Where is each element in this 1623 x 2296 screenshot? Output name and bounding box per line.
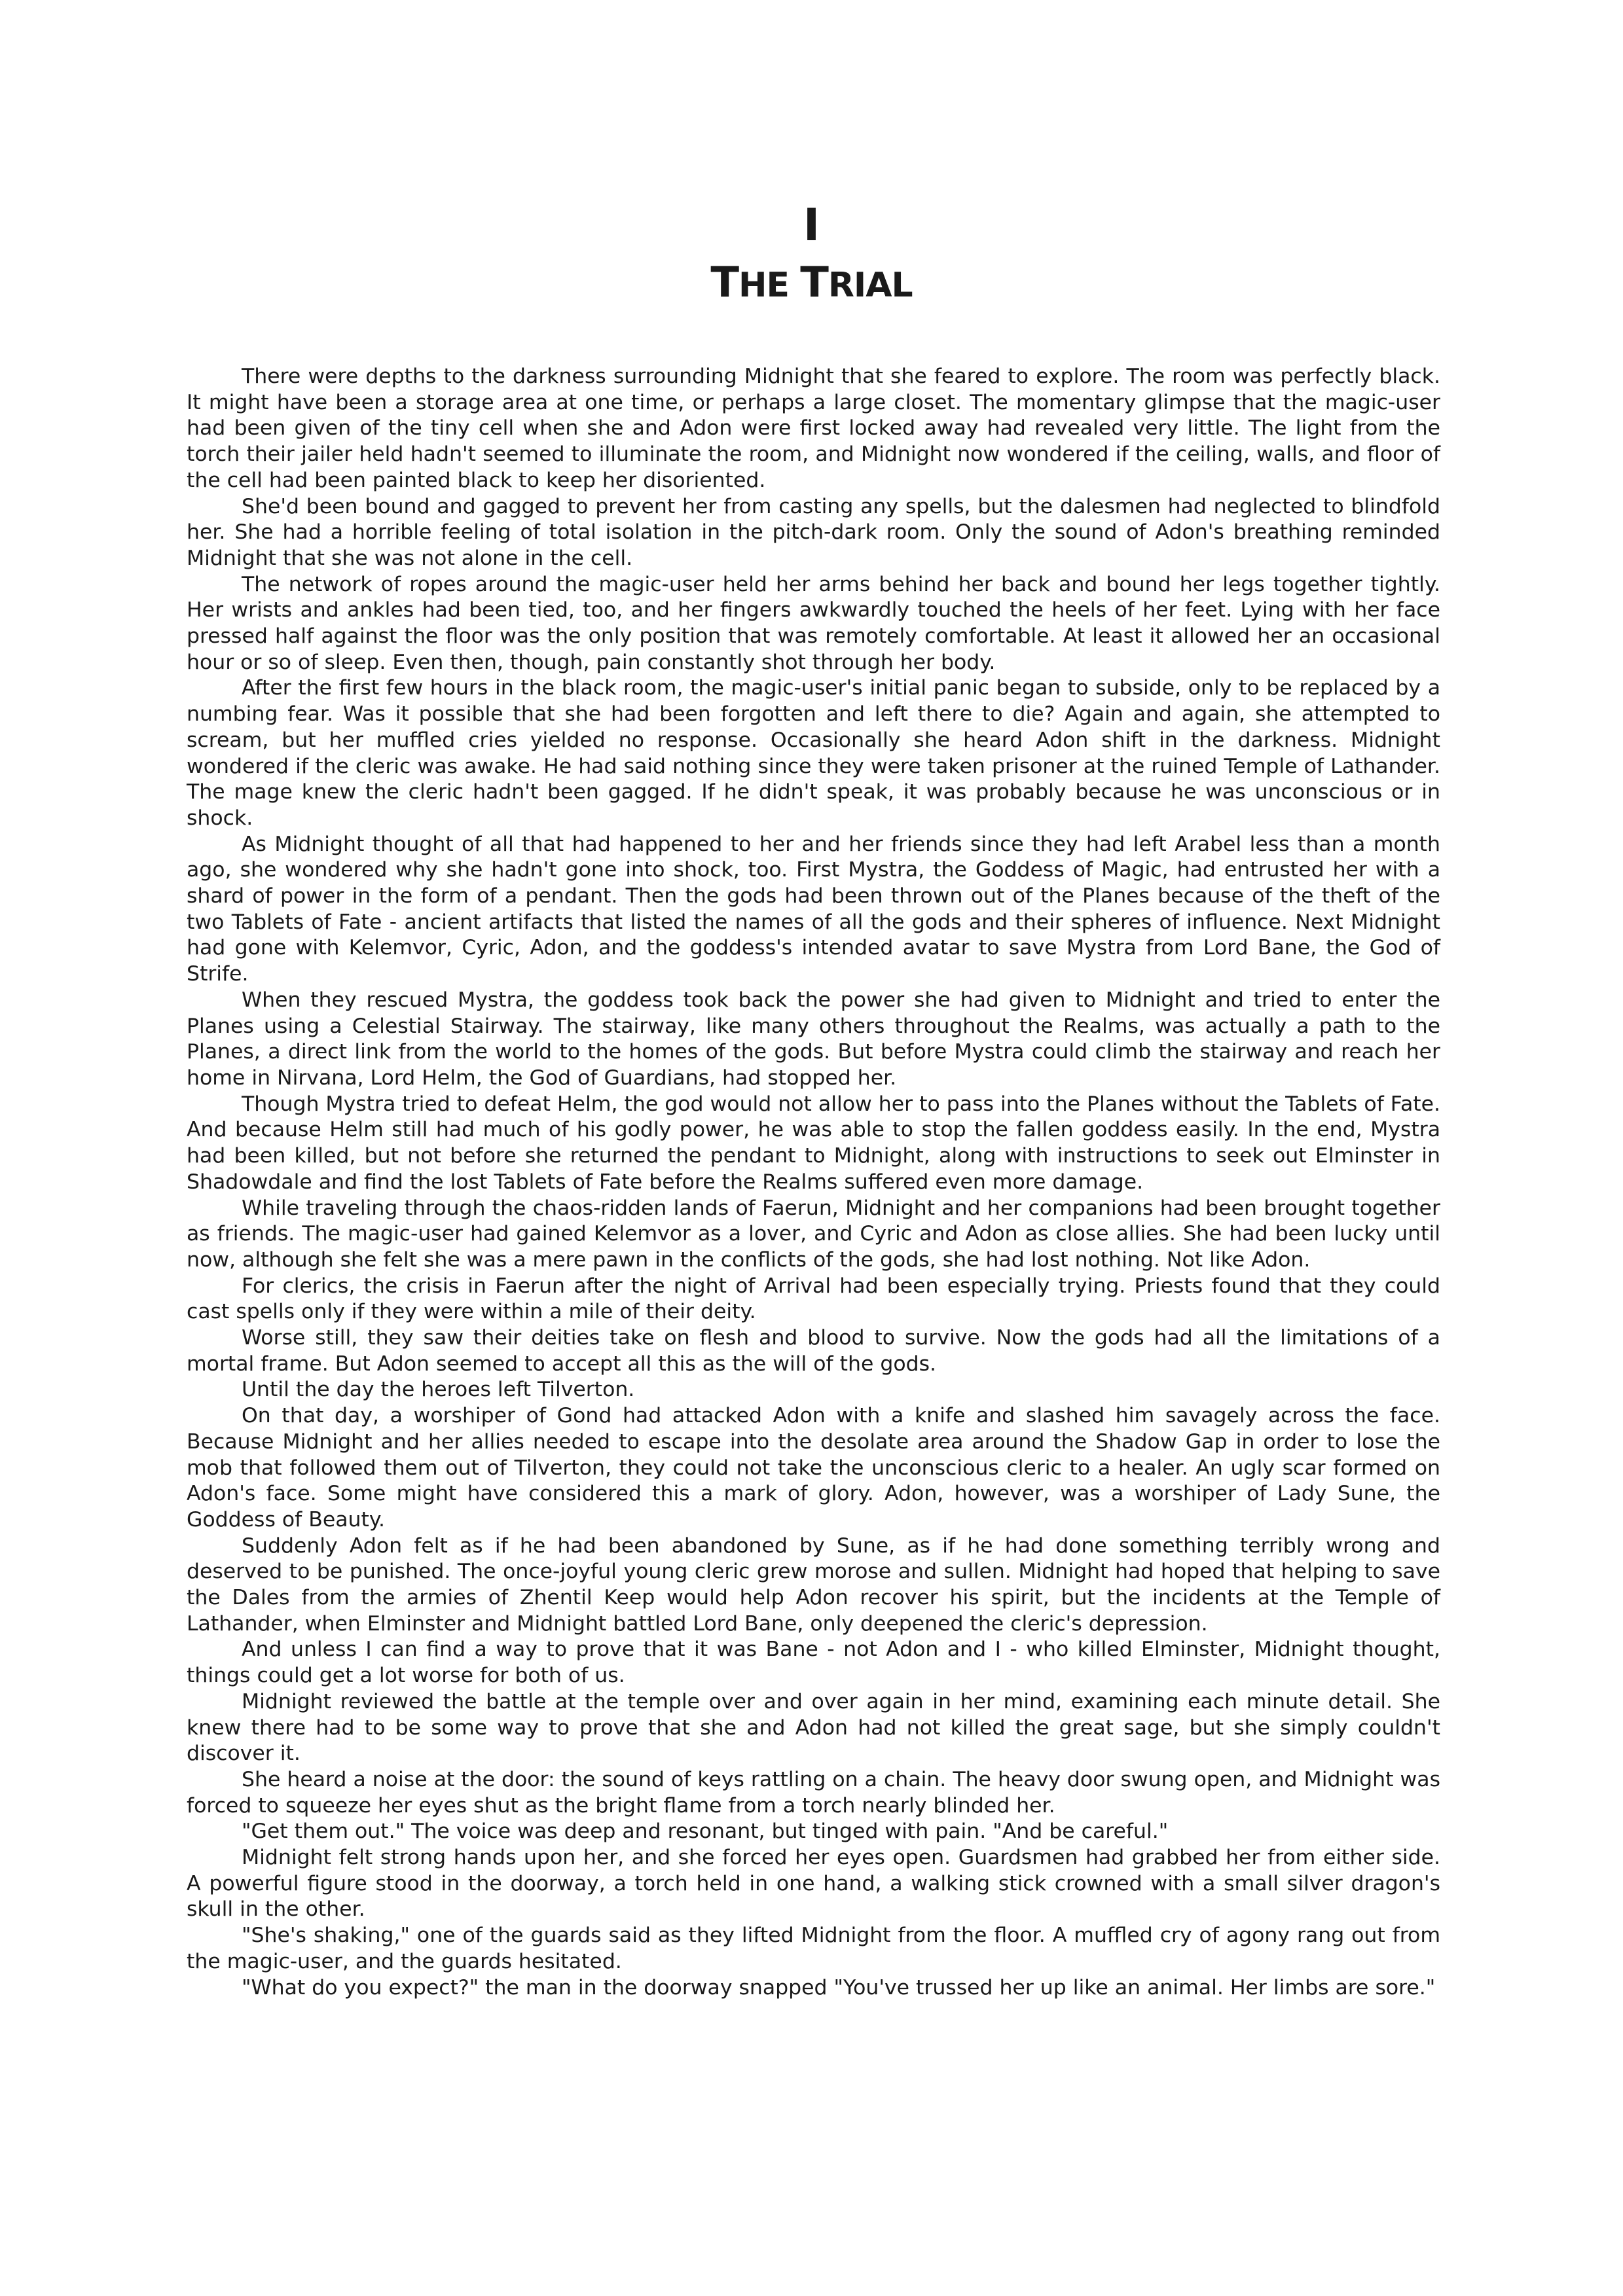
paragraph: Though Mystra tried to defeat Helm, the god would not allow her to pass into the Planes without the Tablets of Fate. And because Helm still had much of his godly power, he was able to stop the fallen goddess easily. In the end, Mystra had been killed, but not before she returned the pendant to Midnight, along with instructions to seek out Elminster in Shadowdale and find the lost Tablets of Fate before the Realms suffered even more damage.	[187, 1092, 1440, 1194]
paragraph: She heard a noise at the door: the sound of keys rattling on a chain. The heavy door swung open, and Midnight was forced to squeeze her eyes shut as the bright flame from a torch nearly blinded her.	[187, 1767, 1440, 1818]
body-text	[187, 364, 1440, 2001]
paragraph: She'd been bound and gagged to prevent her from casting any spells, but the dalesmen had neglected to blindfold her. She had a horrible feeling of total isolation in the pitch-dark room. Only the sound of Adon's breathing reminded Midnight that she was not alone in the cell.	[187, 494, 1440, 570]
paragraph: For clerics, the crisis in Faerun after the night of Arrival had been especially trying. Priests found that they could cast spells only if they were within a mile of their deity.	[187, 1274, 1440, 1324]
paragraph: After the first few hours in the black room, the magic-user's initial panic began to subside, only to be replaced by a numbing fear. Was it possible that she had been forgotten and left there to die? Again and again, she attempted to scream, but her muffled cries yielded no response. Occasionally she heard Adon shift in the darkness. Midnight wondered if the cleric was awake. He had said nothing since they were taken prisoner at the ruined Temple of Lathander. The mage knew the cleric hadn't been gagged. If he didn't speak, it was probably because he was unconscious or in shock.	[187, 676, 1440, 830]
paragraph: Suddenly Adon felt as if he had been abandoned by Sune, as if he had done something terribly wrong and deserved to be punished. The once-joyful young cleric grew morose and sullen. Midnight had hoped that helping to save the Dales from the armies of Zhentil Keep would help Adon recover his spirit, but the incidents at the Temple of Lathander, when Elminster and Midnight battled Lord Bane, only deepened the cleric's depression.	[187, 1534, 1440, 1636]
paragraph: Midnight felt strong hands upon her, and she forced her eyes open. Guardsmen had grabbed her from either side. A powerful figure stood in the doorway, a torch held in one hand, a walking stick crowned with a small silver dragon's skull in the other.	[187, 1846, 1440, 1922]
chapter-title-initial-2: T	[800, 259, 828, 307]
chapter-title-smallcaps-1: HE	[739, 266, 801, 305]
paragraph: There were depths to the darkness surrounding Midnight that she feared to explore. The room was perfectly black. It might have been a storage area at one time, or perhaps a large closet. The momentary glimpse that the magic-user had been given of the tiny cell when she and Adon were first locked away had revealed very little. The light from the torch their jailer held hadn't seemed to illuminate the room, and Midnight now wondered if the ceiling, walls, and floor of the cell had been painted black to keep her disoriented.	[187, 365, 1440, 492]
paragraph: And unless I can find a way to prove that it was Bane - not Adon and I - who killed Elminster, Midnight thought, things could get a lot worse for both of us.	[187, 1638, 1440, 1688]
chapter-title	[0, 257, 1623, 312]
paragraph: When they rescued Mystra, the goddess took back the power she had given to Midnight and tried to enter the Planes using a Celestial Stairway. The stairway, like many others throughout the Realms, was actually a path to the Planes, a direct link from the world to the homes of the gods. But before Mystra could climb the stairway and reach her home in Nirvana, Lord Helm, the God of Guardians, had stopped her.	[187, 988, 1440, 1090]
paragraph: "What do you expect?" the man in the doorway snapped "You've trussed her up like an animal. Her limbs are sore."	[242, 1975, 1436, 2000]
paragraph: Midnight reviewed the battle at the temple over and over again in her mind, examining each minute detail. She knew there had to be some way to prove that she and Adon had not killed the great sage, but she simply couldn't discover it.	[187, 1689, 1440, 1766]
chapter-number: I	[803, 200, 820, 251]
paragraph: As Midnight thought of all that had happened to her and her friends since they had left Arabel less than a month ago, she wondered why she hadn't gone into shock, too. First Mystra, the Goddess of Magic, had entrusted her with a shard of power in the form of a pendant. Then the gods had been thrown out of the Planes because of the theft of the two Tablets of Fate - ancient artifacts that listed the names of all the gods and their spheres of influence. Next Midnight had gone with Kelemvor, Cyric, Adon, and the goddess's intended avatar to save Mystra from Lord Bane, the God of Strife.	[187, 832, 1440, 986]
chapter-title-smallcaps-2: RIAL	[828, 266, 913, 305]
paragraph: While traveling through the chaos-ridden lands of Faerun, Midnight and her companions had been brought together as friends. The magic-user had gained Kelemvor as a lover, and Cyric and Adon as close allies. She had been lucky until now, although she felt she was a mere pawn in the conflicts of the gods, she had lost nothing. Not like Adon.	[187, 1196, 1440, 1272]
paragraph: On that day, a worshiper of Gond had attacked Adon with a knife and slashed him savagely across the face. Because Midnight and her allies needed to escape into the desolate area around the Shadow Gap in order to lose the mob that followed them out of Tilverton, they could not take the unconscious cleric to a healer. An ugly scar formed on Adon's face. Some might have considered this a mark of glory. Adon, however, was a worshiper of Lady Sune, the Goddess of Beauty.	[187, 1404, 1440, 1532]
chapter-title-initial-1: T	[710, 259, 739, 307]
paragraph: "She's shaking," one of the guards said as they lifted Midnight from the floor. A muffled cry of agony rang out from the magic-user, and the guards hesitated.	[187, 1924, 1440, 1973]
paragraph: "Get them out." The voice was deep and resonant, but tinged with pain. "And be careful."	[242, 1820, 1169, 1844]
paragraph: Until the day the heroes left Tilverton.	[242, 1378, 635, 1402]
paragraph: Worse still, they saw their deities take on flesh and blood to survive. Now the gods had all the limitations of a mortal frame. But Adon seemed to accept all this as the will of the gods.	[187, 1326, 1440, 1376]
paragraph: The network of ropes around the magic-user held her arms behind her back and bound her legs together tightly. Her wrists and ankles had been tied, too, and her fingers awkwardly touched the heels of her feet. Lying with her face pressed half against the floor was the only position that was remotely comfortable. At least it allowed her an occasional hour or so of sleep. Even then, though, pain constantly shot through her body.	[187, 572, 1440, 674]
